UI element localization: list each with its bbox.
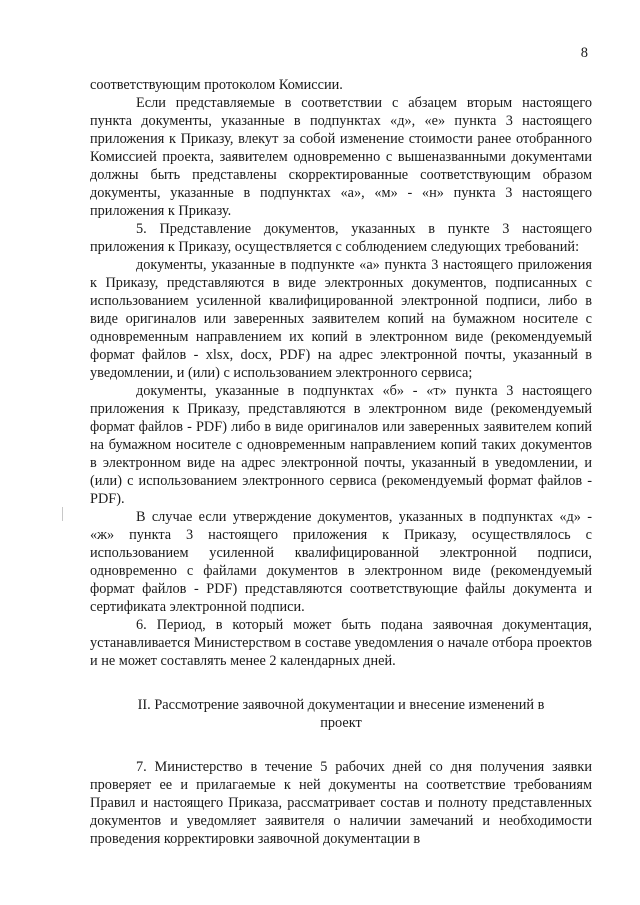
paragraph-continuation: соответствующим протоколом Комиссии. (90, 77, 343, 93)
section-heading: II. Рассмотрение заявочной документации и внесение изменений в проект (137, 697, 545, 731)
paragraph-requirement-a: документы, указанные в подпункте «а» пункта 3 настоящего приложения к Приказу, представляются в виде электронных документов, подписанных с использованием усиленной квалифицированной электронной подписи, либо в виде оригиналов или заверенных заявителем копий на бумажном носителе с одновременным направлением их копий в электронном виде (рекомендуемый формат файлов - xlsx, docx, PDF) на адрес электронной почты, указанный в уведомлении, и (или) с использованием электронного сервиса; (90, 257, 592, 381)
paragraph-requirement-b-t: документы, указанные в подпунктах «б» - «т» пункта 3 настоящего приложения к Приказу, представляются в электронном виде (рекомендуемый формат файлов - PDF) либо в виде оригиналов или заверенных заявителем копий на бумажном носителе с одновременным направлением копий таких документов в электронном виде на адрес электронной почты, указанный в уведомлении, и (или) с использованием электронного сервиса (рекомендуемый формат файлов - PDF). (90, 383, 592, 507)
paragraph-item-6: 6. Период, в который может быть подана заявочная документация, устанавливается Министерством в составе уведомления о начале отбора проектов и не может составлять менее 2 календарных дней. (90, 617, 592, 669)
paragraph-signature-case: В случае если утверждение документов, указанных в подпунктах «д» - «ж» пункта 3 настоящего приложения к Приказу, осуществлялось с использованием усиленной квалифицированной электронной подписи, одновременно с файлами документов в электронном виде (рекомендуемый формат файлов - PDF) представляются соответствующие файлы документа и сертификата электронной подписи. (90, 509, 592, 615)
document-body (90, 76, 592, 848)
margin-mark (62, 507, 63, 521)
page-number: 8 (580, 45, 588, 61)
paragraph-item-7: 7. Министерство в течение 5 рабочих дней со дня получения заявки проверяет ее и прилагаемые к ней документы на соответствие требованиям Правил и настоящего Приказа, рассматривает состав и полноту представленных документов и уведомляет заявителя о наличии замечаний и необходимости проведения корректировки заявочной документации в (90, 759, 592, 847)
paragraph-item-5: 5. Представление документов, указанных в пункте 3 настоящего приложения к Приказу, осуществляется с соблюдением следующих требований: (90, 221, 592, 255)
paragraph-stoimost: Если представляемые в соответствии с абзацем вторым настоящего пункта документы, указанные в подпунктах «д», «е» пункта 3 настоящего приложения к Приказу, влекут за собой изменение стоимости ранее отобранного Комиссией проекта, заявителем одновременно с вышеназванными документами должны быть представлены скорректированные соответствующим образом документы, указанные в подпунктах «а», «м» - «н» пункта 3 настоящего приложения к Приказу. (90, 95, 592, 219)
